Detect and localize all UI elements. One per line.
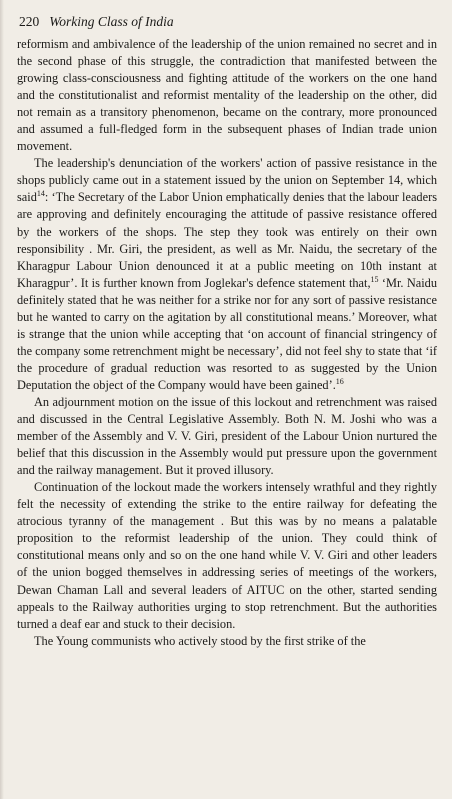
paragraph-1-text: reformism and ambivalence of the leadership of the union remained no secret and in the second phase of this struggle, the contradiction that manifested between the growing class-consciousness and fighting attitude of the workers on the one hand and the constitutionalist and reformist mentality of the leadership on the other, did not remain as a transitory phenomenon, became on the contrary, more pronounced and assumed a full-fledged form in the subsequent phases of Indian trade union movement. — [17, 37, 437, 154]
paragraph-2-text-c: ‘Mr. Naidu definitely stated that he was neither for a strike nor for any sort of passive resistance but he wanted to carry on the agitation by all constitutional means.’ Moreover, what is strange that the union while accepting that ‘on account of financial stringency of the company some retrenchment might be necessary’, did not feel shy to state that ‘if the procedure of gradual reduction was resorted to as suggested by the Union Deputation the object of the Company would have been gained’. — [17, 275, 437, 392]
paragraph-3-text: An adjournment motion on the issue of this lockout and retrenchment was raised and discussed in the Central Legislative Assembly. Both N. M. Joshi who was a member of the Assembly and V. V. Giri, president of the Labour Union nurtured the belief that this discussion in the Assembly would put pressure upon the government and the railway management. But it proved illusory. — [17, 394, 437, 478]
paragraph-2 — [17, 155, 437, 394]
body-text — [17, 36, 437, 650]
paragraph-2-text-b: : ‘The Secretary of the Labor Union emphatically denies that the labour leaders are approving and definitely encouraging the attitude of passive resistance offered by the workers of the shops. The step they took was entirely on their own responsibility . Mr. Giri, the president, as well as Mr. Naidu, the secretary of the Kharagpur Labour Union denounced it at a public meeting on 10th instant at Kharagpur’. It is further known from Joglekar's defence statement that, — [17, 190, 437, 290]
page-gutter-shadow — [0, 0, 4, 799]
paragraph-4-text: Continuation of the lockout made the workers intensely wrathful and they rightly felt the necessity of extending the strike to the entire railway for defeating the atrocious tyranny of the management . But this was by no means a palatable proposition to the reformist leadership of the union. They could think of constitutional means only and so on the one hand while V. V. Giri and other leaders of the union bogged themselves in addressing series of meetings of the workers, Dewan Chaman Lall and several leaders of AITUC on the other, started sending appeals to the Railway authorities urging to stop retrenchment. But the authorities turned a deaf ear and stuck to their decision. — [17, 480, 437, 631]
paragraph-5-text: The Young communists who actively stood by the first strike of the — [34, 633, 366, 648]
paragraph-5 — [17, 633, 437, 650]
page-number: 220 — [19, 14, 40, 29]
footnote-ref-14: 14 — [36, 189, 45, 199]
paragraph-1 — [17, 36, 437, 155]
book-title: Working Class of India — [49, 14, 174, 29]
footnote-ref-15: 15 — [370, 274, 379, 284]
running-head — [17, 14, 437, 30]
footnote-ref-16: 16 — [335, 376, 344, 386]
paragraph-3 — [17, 394, 437, 479]
paragraph-4 — [17, 479, 437, 632]
paragraph-2-text-a: The leadership's denunciation of the workers' action of passive resistance in the shops publicly came out in a statement issued by the union on September 14, which said — [17, 156, 437, 205]
